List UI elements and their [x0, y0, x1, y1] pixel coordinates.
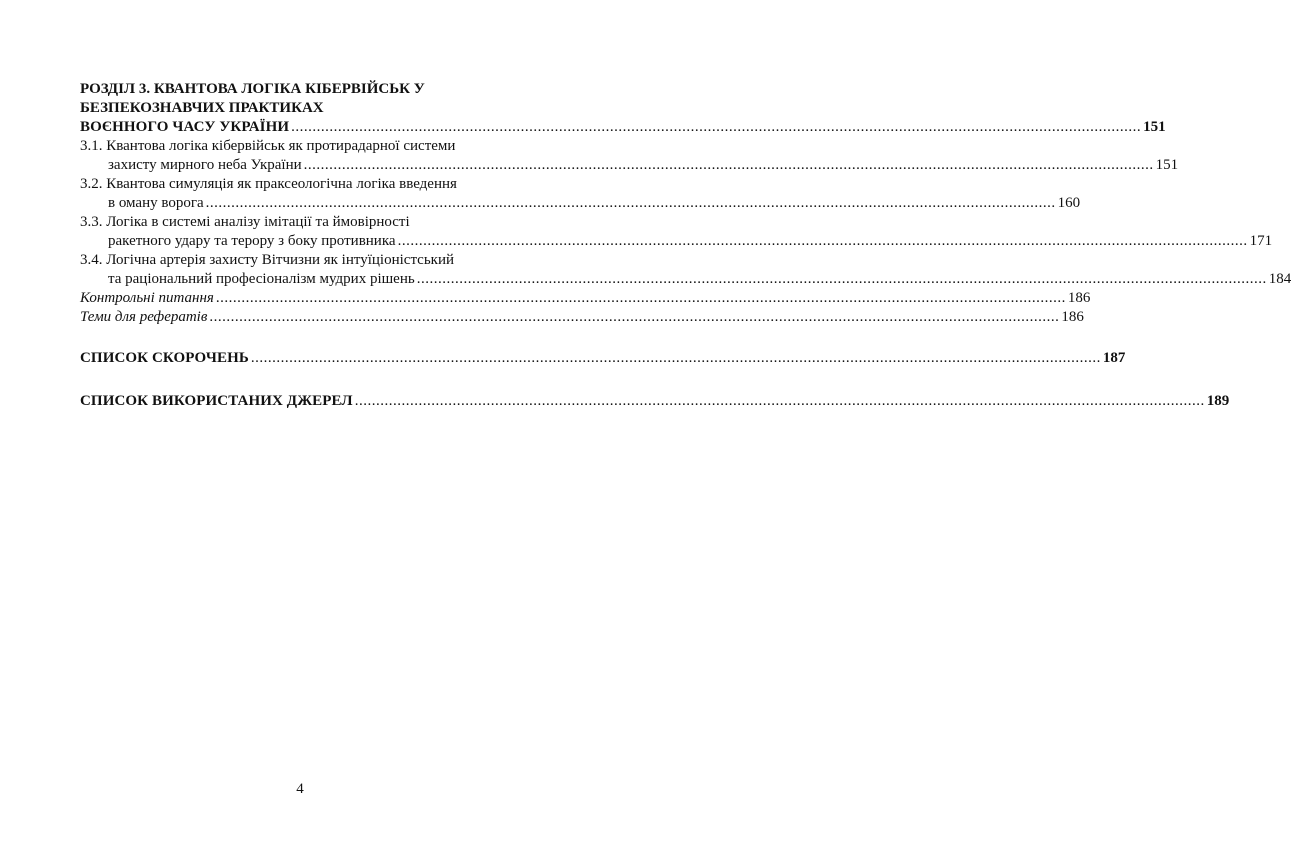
toc-section-3-1-line2: захисту мирного неба України: [108, 157, 302, 173]
toc-control-questions-page: 186: [1067, 290, 1091, 306]
toc-abbreviations-page: 187: [1102, 350, 1126, 366]
toc-section-3-2-line2: в оману ворога: [108, 195, 204, 211]
toc-leader-dots: [204, 194, 1058, 213]
toc-leader-dots: [289, 118, 1143, 137]
toc-leader-dots: [207, 308, 1061, 327]
toc-section-3-3-line2: ракетного удару та терору з боку противника: [108, 233, 396, 249]
toc-section-3-3-page: 171: [1249, 233, 1273, 249]
toc-entry-references[interactable]: [80, 392, 1230, 411]
toc-control-questions-label: Контрольні питання: [80, 290, 214, 306]
toc-section-3-1-line1: 3.1. Квантова логіка кібервійськ як протирадарної системи: [80, 138, 456, 154]
toc-section-3-4-line1: 3.4. Логічна артерія захисту Вітчизни як інтуїціоністський: [80, 252, 455, 268]
toc-leader-dots: [302, 156, 1156, 175]
toc-chapter-3-title-line3: ВОЄННОГО ЧАСУ УКРАЇНИ: [80, 119, 290, 135]
toc-entry-3-4[interactable]: [80, 270, 1291, 289]
toc-entry-abbreviations[interactable]: [80, 349, 1126, 368]
toc-section-3-4-page: 184: [1268, 271, 1291, 287]
toc-leader-dots: [249, 349, 1103, 368]
page-number: 4: [296, 781, 304, 797]
toc-chapter-3-title-line2: БЕЗПЕКОЗНАВЧИХ ПРАКТИКАХ: [80, 100, 324, 116]
toc-section-3-1-page: 151: [1155, 157, 1179, 173]
toc-abbreviations-label: СПИСОК СКОРОЧЕНЬ: [80, 350, 249, 366]
toc-leader-dots: [214, 289, 1068, 308]
toc-entry-chapter-3[interactable]: [80, 118, 1166, 137]
toc-entry-3-2[interactable]: [80, 194, 1081, 213]
toc-leader-dots: [415, 270, 1269, 289]
toc-essay-topics-label: Теми для рефератів: [80, 309, 208, 325]
toc-essay-topics-page: 186: [1061, 309, 1084, 325]
toc-section-3-2-line1: 3.2. Квантова симуляція як праксеологічна логіка введення: [80, 176, 457, 192]
toc-section-3-3-line1: 3.3. Логіка в системі аналізу імітації та ймовірності: [80, 214, 410, 230]
table-of-contents: [80, 80, 1291, 411]
toc-entry-essay-topics[interactable]: [80, 308, 1084, 327]
toc-chapter-3-title-line1: РОЗДІЛ 3. КВАНТОВА ЛОГІКА КІБЕРВІЙСЬК У: [80, 81, 425, 97]
toc-references-page: 189: [1206, 393, 1230, 409]
toc-section-3-2-page: 160: [1057, 195, 1081, 211]
toc-chapter-3-page: 151: [1143, 119, 1166, 135]
toc-references-label: СПИСОК ВИКОРИСТАНИХ ДЖЕРЕЛ: [80, 393, 353, 409]
toc-leader-dots: [396, 232, 1250, 251]
toc-section-3-4-line2: та раціональний професіоналізм мудрих рішень: [108, 271, 415, 287]
toc-entry-3-3[interactable]: [80, 232, 1273, 251]
toc-entry-3-1[interactable]: [80, 156, 1179, 175]
toc-entry-control-questions[interactable]: [80, 289, 1091, 308]
toc-leader-dots: [353, 392, 1207, 411]
